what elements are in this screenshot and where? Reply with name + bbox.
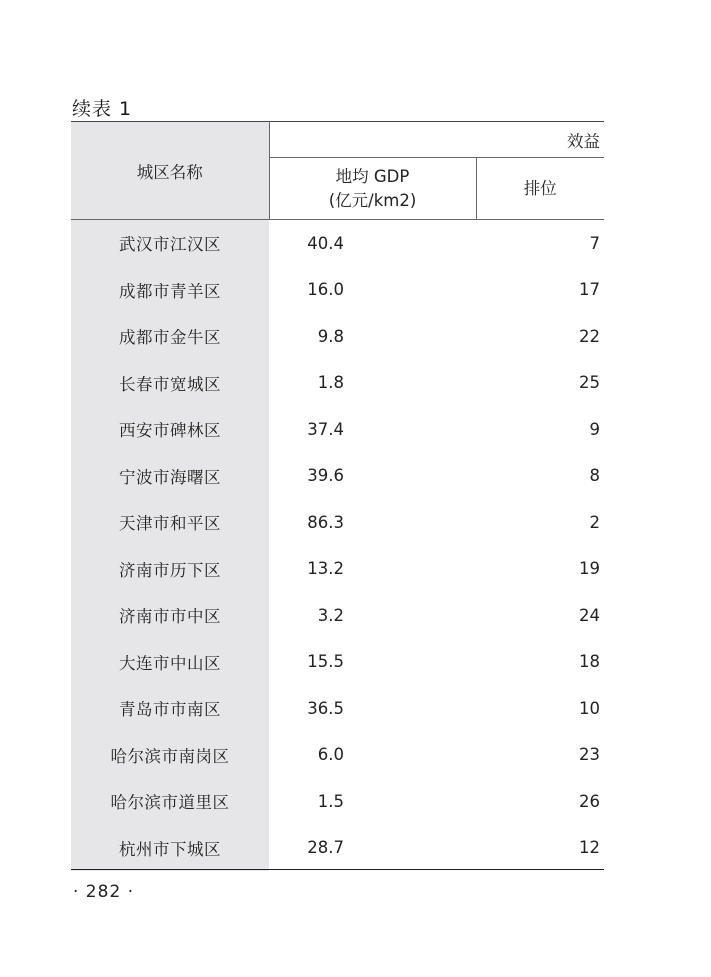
cell-city-name: 杭州市下城区 xyxy=(71,825,269,872)
header-group-benefit: 效益 xyxy=(269,122,604,158)
header-rank: 排位 xyxy=(476,158,604,220)
table-row xyxy=(71,592,604,639)
table-bottom-rule xyxy=(71,869,604,870)
cell-rank: 26 xyxy=(579,791,600,811)
cell-gdp-per-area: 6.0 xyxy=(317,745,344,765)
cell-city-name: 宁波市海曙区 xyxy=(71,453,269,500)
cell-rank: 7 xyxy=(589,233,600,253)
header-gdp-line1: 地均 GDP xyxy=(335,166,410,186)
cell-rank: 2 xyxy=(589,512,600,532)
cell-gdp-per-area: 1.5 xyxy=(317,791,344,811)
table-row xyxy=(71,685,604,732)
cell-gdp-per-area: 28.7 xyxy=(307,838,344,858)
cell-gdp-per-area: 9.8 xyxy=(317,326,344,346)
cell-city-name: 长春市宽城区 xyxy=(71,360,269,407)
cell-city-name: 成都市金牛区 xyxy=(71,313,269,360)
cell-city-name: 西安市碑林区 xyxy=(71,406,269,453)
cell-rank: 22 xyxy=(579,326,600,346)
cell-city-name: 哈尔滨市道里区 xyxy=(71,778,269,825)
table-caption: 续表 1 xyxy=(72,98,133,120)
cell-gdp-per-area: 3.2 xyxy=(317,605,344,625)
table-row xyxy=(71,778,604,825)
cell-city-name: 济南市市中区 xyxy=(71,592,269,639)
header-city-name: 城区名称 xyxy=(71,122,269,220)
cell-city-name: 天津市和平区 xyxy=(71,499,269,546)
table-row xyxy=(71,639,604,686)
table-row xyxy=(71,453,604,500)
table-row xyxy=(71,406,604,453)
cell-gdp-per-area: 37.4 xyxy=(307,419,344,439)
page-number: · 282 · xyxy=(73,882,135,902)
cell-rank: 19 xyxy=(579,559,600,579)
cell-rank: 24 xyxy=(579,605,600,625)
cell-gdp-per-area: 40.4 xyxy=(307,233,344,253)
cell-rank: 8 xyxy=(589,466,600,486)
cell-gdp-per-area: 13.2 xyxy=(307,559,344,579)
cell-gdp-per-area: 16.0 xyxy=(307,280,344,300)
cell-rank: 12 xyxy=(579,838,600,858)
cell-city-name: 武汉市江汉区 xyxy=(71,220,269,267)
table-row xyxy=(71,220,604,267)
cell-gdp-per-area: 36.5 xyxy=(307,698,344,718)
cell-rank: 10 xyxy=(579,698,600,718)
cell-city-name: 济南市历下区 xyxy=(71,546,269,593)
cell-gdp-per-area: 1.8 xyxy=(317,373,344,393)
table-row xyxy=(71,825,604,872)
cell-gdp-per-area: 86.3 xyxy=(307,512,344,532)
table-row xyxy=(71,313,604,360)
table-row xyxy=(71,546,604,593)
cell-city-name: 成都市青羊区 xyxy=(71,267,269,314)
table-row xyxy=(71,267,604,314)
cell-rank: 25 xyxy=(579,373,600,393)
cell-city-name: 青岛市市南区 xyxy=(71,685,269,732)
cell-rank: 9 xyxy=(589,419,600,439)
cell-city-name: 哈尔滨市南岗区 xyxy=(71,732,269,779)
cell-city-name: 大连市中山区 xyxy=(71,639,269,686)
table-row xyxy=(71,360,604,407)
header-gdp-per-area xyxy=(269,158,476,220)
table-row xyxy=(71,499,604,546)
cell-gdp-per-area: 39.6 xyxy=(307,466,344,486)
cell-gdp-per-area: 15.5 xyxy=(307,652,344,672)
table-header xyxy=(71,122,604,220)
data-table xyxy=(71,121,604,871)
data-table-container xyxy=(71,121,604,871)
cell-rank: 17 xyxy=(579,280,600,300)
cell-rank: 23 xyxy=(579,745,600,765)
table-body xyxy=(71,220,604,872)
table-row xyxy=(71,732,604,779)
header-gdp-line2: (亿元/km2) xyxy=(328,190,417,210)
cell-rank: 18 xyxy=(579,652,600,672)
